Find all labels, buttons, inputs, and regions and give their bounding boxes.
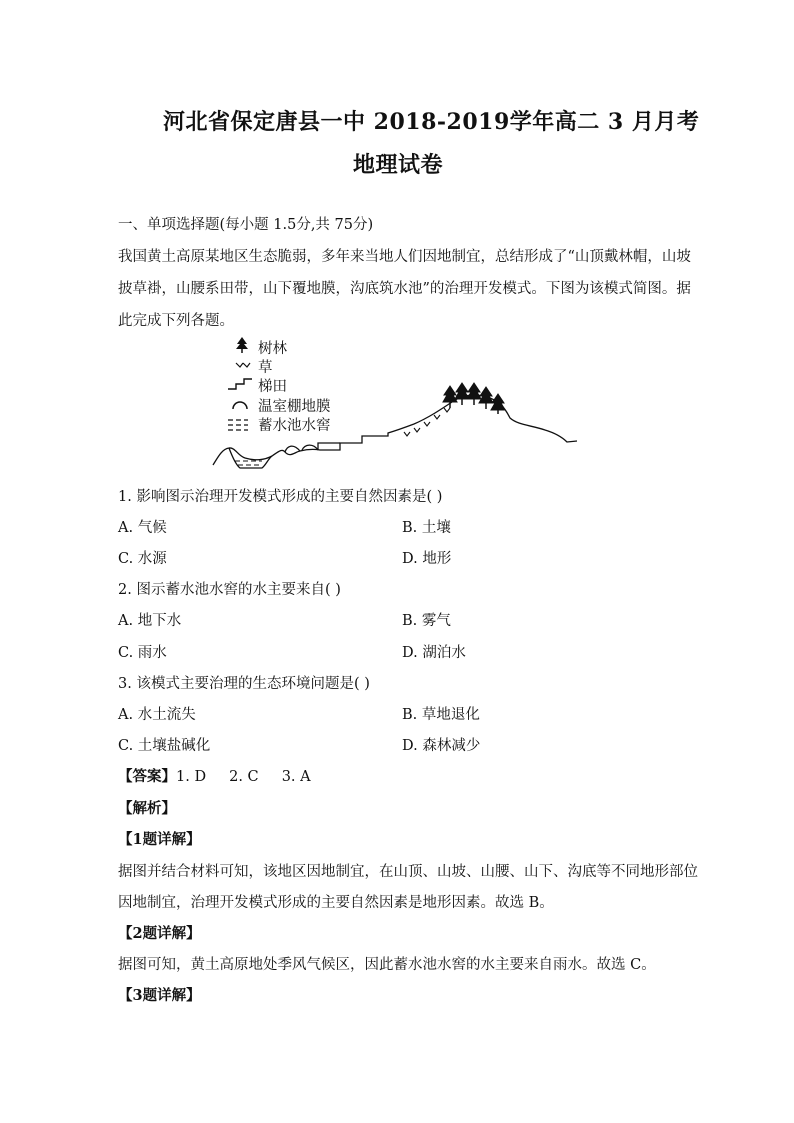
answer-label: 【答案】 <box>118 768 176 785</box>
legend-label: 温室棚地膜 <box>258 399 331 415</box>
option-c: C. 水源 <box>118 551 167 567</box>
option-a: A. 水土流失 <box>118 707 196 723</box>
page-title: 河北省保定唐县一中 2018-2019学年高二 3 月月考 <box>163 109 700 135</box>
option-d: D. 森林减少 <box>402 738 481 754</box>
legend-label: 草 <box>258 360 273 376</box>
detail-text: 因地制宜，治理开发模式形成的主要自然因素是地形因素。故选 B。 <box>118 895 554 911</box>
option-a: A. 地下水 <box>118 613 182 629</box>
question-stem: 1. 影响图示治理开发模式形成的主要自然因素是( ) <box>118 489 443 505</box>
passage-line: 此完成下列各题。 <box>118 313 234 329</box>
answer-text: 1. D 2. C 3. A <box>176 769 311 785</box>
option-d: D. 湖泊水 <box>402 645 466 661</box>
summit-trees <box>443 383 505 414</box>
option-b: B. 土壤 <box>402 520 451 536</box>
passage-line: 我国黄土高原某地区生态脆弱，多年来当地人们因地制宜，总结形成了“山顶戴林帽，山坡 <box>118 249 691 265</box>
greenhouse-icon <box>233 402 247 409</box>
cistern-icon <box>228 420 248 430</box>
legend-label: 树林 <box>258 341 287 357</box>
option-c: C. 雨水 <box>118 645 167 661</box>
detail-label-3: 【3题详解】 <box>118 987 201 1004</box>
page-subtitle: 地理试卷 <box>353 152 444 178</box>
detail-label-1: 【1题详解】 <box>118 831 201 848</box>
terrace-icon <box>228 379 252 389</box>
option-d: D. 地形 <box>402 551 452 567</box>
passage-line: 披草褂，山腰系田带，山下覆地膜，沟底筑水池”的治理开发模式。下图为该模式简图。据 <box>118 281 691 297</box>
slope-grass <box>404 408 450 436</box>
option-b: B. 雾气 <box>402 613 451 629</box>
analysis-label: 【解析】 <box>118 800 176 817</box>
question-stem: 2. 图示蓄水池水窖的水主要来自( ) <box>118 582 341 598</box>
option-a: A. 气候 <box>118 520 167 536</box>
answer-row <box>118 770 311 785</box>
legend-label: 蓄水池水窖 <box>258 418 331 434</box>
detail-text: 据图可知，黄土高原地处季风气候区，因此蓄水池水窖的水主要来自雨水。故选 C。 <box>118 957 656 973</box>
legend-label: 梯田 <box>258 379 287 395</box>
tree-icon <box>236 337 248 353</box>
option-c: C. 土壤盐碱化 <box>118 738 211 754</box>
section-heading: 一、单项选择题(每小题 1.5分,共 75分) <box>118 217 374 233</box>
grass-icon <box>236 363 250 367</box>
detail-label-2: 【2题详解】 <box>118 925 201 942</box>
option-b: B. 草地退化 <box>402 707 480 723</box>
cistern-water <box>235 461 262 465</box>
question-stem: 3. 该模式主要治理的生态环境问题是( ) <box>118 676 370 692</box>
detail-text: 据图并结合材料可知，该地区因地制宜，在山顶、山坡、山腰、山下、沟底等不同地形部位 <box>118 864 698 880</box>
